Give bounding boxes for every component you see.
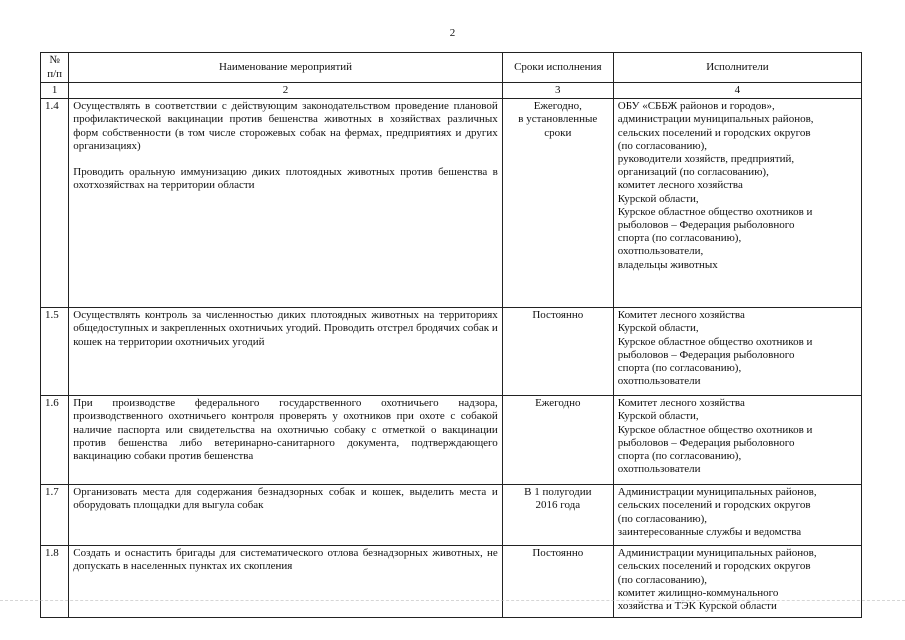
row-action-paragraph: Осуществлять в соответствии с действующим законодательством проведение плановой профилактической вакцинации против бешенства животных в хозяйствах различных форм собственности (в том числе сторожевых собак на фермах, предприятиях и других организациях) — [73, 100, 498, 152]
row-term: Постоянно — [502, 546, 613, 618]
row-executors: Комитет лесного хозяйства Курской области, Курское областное общество охотников и рыболовов – Федерация рыболовного спорта (по согласованию), охотпользователи — [613, 396, 861, 485]
row-action — [69, 99, 503, 308]
row-number: 1.6 — [41, 396, 69, 485]
row-number: 1.4 — [41, 99, 69, 308]
row-executors: Администрации муниципальных районов, сельских поселений и городских округов (по согласованию), комитет жилищно-коммунального хозяйства и ТЭК Курской области — [613, 546, 861, 618]
column-number: 1 — [41, 83, 69, 99]
column-number: 4 — [613, 83, 861, 99]
row-action: При производстве федерального государственного охотничьего надзора, производственного охотничьего контроля проверять у охотников при охоте с собакой наличие паспорта или свидетельства на охотничью собаку с отметкой о вакцинации против бешенства либо ветеринарно-санитарного документа, подтверждающего вакцинацию собаки против бешенства — [69, 396, 503, 485]
row-number: 1.8 — [41, 546, 69, 618]
row-executors: Администрации муниципальных районов, сельских поселений и городских округов (по согласованию), заинтересованные службы и ведомства — [613, 485, 861, 546]
row-term: Постоянно — [502, 308, 613, 396]
column-number-row — [41, 83, 862, 99]
table-row — [41, 396, 862, 485]
row-number: 1.7 — [41, 485, 69, 546]
row-executors: Комитет лесного хозяйства Курской области, Курское областное общество охотников и рыболовов – Федерация рыболовного спорта (по согласованию), охотпользователи — [613, 308, 861, 396]
row-term: В 1 полугодии 2016 года — [502, 485, 613, 546]
header-term: Сроки исполнения — [502, 53, 613, 83]
table-row — [41, 485, 862, 546]
row-executors: ОБУ «СББЖ районов и городов», администрации муниципальных районов, сельских поселений и городских округов (по согласованию), руководители хозяйств, предприятий, организаций (по согласованию), комитет лесного хозяйства Курской области, Курское областное общество охотников и рыболовов – Федерация рыболовного спорта (по согласованию), охотпользователи, владельцы животных — [613, 99, 861, 308]
table-header-row — [41, 53, 862, 83]
header-action: Наименование мероприятий — [69, 53, 503, 83]
row-action: Организовать места для содержания безнадзорных собак и кошек, выделить места и оборудовать площадки для выгула собак — [69, 485, 503, 546]
table-row — [41, 308, 862, 396]
page-number: 2 — [449, 27, 456, 39]
row-term: Ежегодно — [502, 396, 613, 485]
row-term: Ежегодно, в установленные сроки — [502, 99, 613, 308]
header-number: № п/п — [41, 53, 69, 83]
row-action: Осуществлять контроль за численностью диких плотоядных животных на территориях общедоступных и закрепленных охотничьих угодий. Проводить отстрел бродячих собак и кошек на территории охотничьих угодий — [69, 308, 503, 396]
row-action-paragraph: Проводить оральную иммунизацию диких плотоядных животных против бешенства в охотхозяйствах на территории области — [73, 166, 498, 192]
column-number: 3 — [502, 83, 613, 99]
scan-artifact — [0, 600, 905, 613]
row-number: 1.5 — [41, 308, 69, 396]
table-row — [41, 99, 862, 308]
column-number: 2 — [69, 83, 503, 99]
header-executors: Исполнители — [613, 53, 861, 83]
measures-table — [40, 52, 862, 618]
row-action: Создать и оснастить бригады для систематического отлова безнадзорных животных, не допускать в населенных пунктах их скопления — [69, 546, 503, 618]
